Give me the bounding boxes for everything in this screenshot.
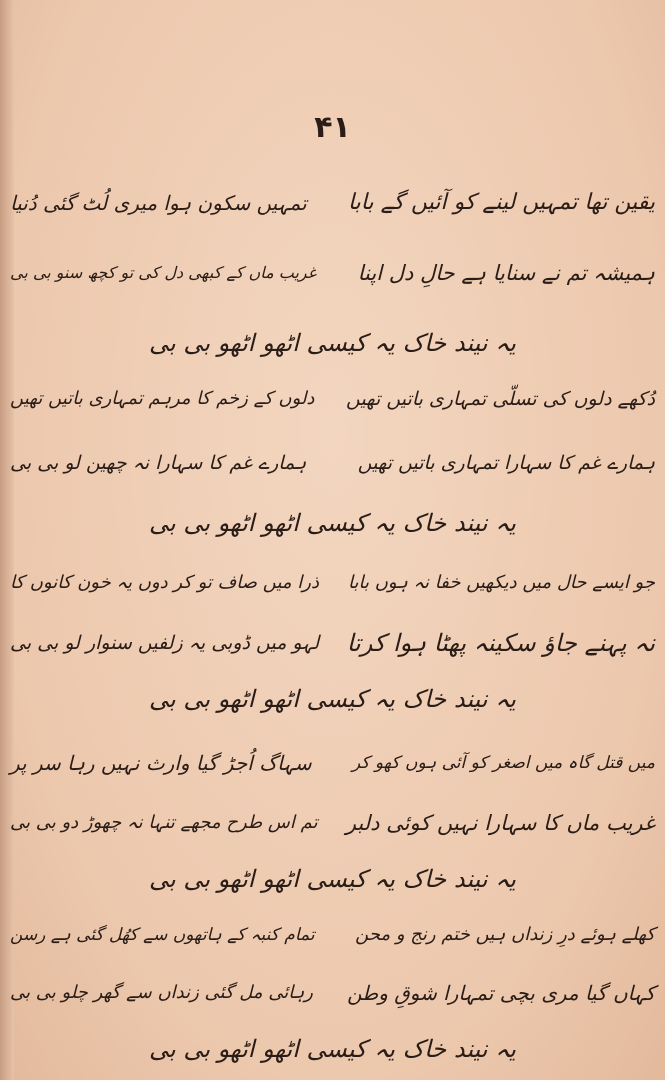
verse-hemistich: دلوں کے زخم کا مرہم تمہاری باتیں تھیں [10,388,315,409]
verse-hemistich: تم اس طرح مجھے تنہا نہ چھوڑ دو بی بی [10,812,318,833]
verse-line [10,970,655,1016]
verse-hemistich: تمہیں سکون ہوا میری لُٹ گئی دُنیا [10,191,307,215]
verse-line [10,250,655,296]
verse-hemistich: میں قتل گاہ میں اصغر کو آئی ہوں کھو کر [351,753,655,773]
refrain-line: یہ نیند خاک یہ کیسی اٹھو اٹھو بی بی [149,1035,516,1063]
verse-hemistich: غریب ماں کے کبھی دل کی تو کچھ سنو بی بی [10,263,317,282]
verse-hemistich: رہائی مل گئی زنداں سے گھر چلو بی بی [10,982,313,1003]
verse-hemistich: نہ پہنے جاؤ سکینہ پھٹا ہوا کرتا [346,629,655,657]
verse-hemistich: یقین تھا تمہیں لینے کو آئیں گے بابا [347,190,655,215]
verse-line [10,440,655,486]
verse-hemistich: جو ایسے حال میں دیکھیں خفا نہ ہوں بابا [347,572,655,593]
verse-hemistich: ہمیشہ تم نے سنایا ہے حالِ دل اپنا [357,261,655,285]
refrain-line: یہ نیند خاک یہ کیسی اٹھو اٹھو بی بی [149,685,516,713]
verse-hemistich: ہمارے غم کا سہارا نہ چھین لو بی بی [10,452,307,474]
refrain-line: یہ نیند خاک یہ کیسی اٹھو اٹھو بی بی [149,865,516,893]
verse-line [10,560,655,606]
verse-line [10,800,655,846]
verse-line [10,740,655,786]
verse-hemistich: سہاگ اُجڑ گیا وارث نہیں رہا سر پر [10,751,312,775]
refrain-line: یہ نیند خاک یہ کیسی اٹھو اٹھو بی بی [149,329,516,357]
verse-hemistich: کھلے ہوئے درِ زنداں ہیں ختم رنج و محن [355,924,655,945]
verse-line [10,376,655,422]
verse-line [10,912,655,958]
verse-line [10,180,655,226]
refrain-line: یہ نیند خاک یہ کیسی اٹھو اٹھو بی بی [149,509,516,537]
verse-hemistich: تمام کنبہ کے ہاتھوں سے کھُل گئی ہے رسن [10,925,315,945]
verse-hemistich: دُکھے دلوں کی تسلّی تمہاری باتیں تھیں [346,388,655,410]
verse-hemistich: ہمارے غم کا سہارا تمہاری باتیں تھیں [357,452,655,474]
page-number: ۴۱ [314,110,351,145]
verse-hemistich: ذرا میں صاف تو کر دوں یہ خون کانوں کا [10,572,319,593]
verse-hemistich: کہاں گیا مری بچی تمہارا شوقِ وطن [347,981,655,1005]
verse-hemistich: غریب ماں کا سہارا نہیں کوئی دلبر [345,811,655,835]
verse-line [10,620,655,666]
verse-hemistich: لہو میں ڈوبی یہ زلفیں سنوار لو بی بی [10,632,320,654]
